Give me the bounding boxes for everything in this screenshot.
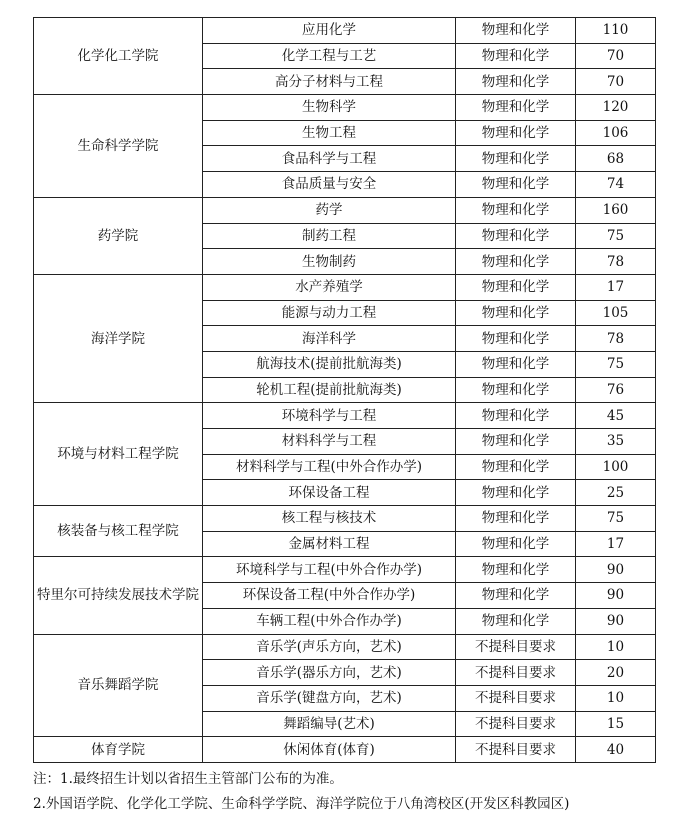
- college-cell: 体育学院: [34, 737, 203, 763]
- quota-cell: 10: [576, 685, 656, 711]
- major-cell: 药学: [203, 197, 456, 223]
- major-cell: 核工程与核技术: [203, 506, 456, 532]
- quota-cell: 40: [576, 737, 656, 763]
- subject-requirement-cell: 物理和化学: [456, 249, 576, 275]
- subject-requirement-cell: 物理和化学: [456, 300, 576, 326]
- major-cell: 环境科学与工程(中外合作办学): [203, 557, 456, 583]
- college-cell: 生命科学学院: [34, 95, 203, 198]
- major-cell: 高分子材料与工程: [203, 69, 456, 95]
- table-row: [34, 274, 656, 300]
- subject-requirement-cell: 不提科目要求: [456, 711, 576, 737]
- major-cell: 车辆工程(中外合作办学): [203, 608, 456, 634]
- major-cell: 材料科学与工程: [203, 429, 456, 455]
- major-cell: 水产养殖学: [203, 274, 456, 300]
- major-cell: 休闲体育(体育): [203, 737, 456, 763]
- major-cell: 化学工程与工艺: [203, 43, 456, 69]
- major-cell: 食品科学与工程: [203, 146, 456, 172]
- major-cell: 音乐学(器乐方向，艺术): [203, 660, 456, 686]
- subject-requirement-cell: 物理和化学: [456, 608, 576, 634]
- subject-requirement-cell: 物理和化学: [456, 531, 576, 557]
- quota-cell: 100: [576, 454, 656, 480]
- subject-requirement-cell: 物理和化学: [456, 403, 576, 429]
- college-cell: 核装备与核工程学院: [34, 506, 203, 557]
- subject-requirement-cell: 物理和化学: [456, 454, 576, 480]
- subject-requirement-cell: 物理和化学: [456, 480, 576, 506]
- major-cell: 应用化学: [203, 18, 456, 44]
- quota-cell: 90: [576, 557, 656, 583]
- quota-cell: 78: [576, 326, 656, 352]
- subject-requirement-cell: 不提科目要求: [456, 685, 576, 711]
- subject-requirement-cell: 物理和化学: [456, 120, 576, 146]
- quota-cell: 17: [576, 531, 656, 557]
- quota-cell: 70: [576, 69, 656, 95]
- major-cell: 音乐学(键盘方向，艺术): [203, 685, 456, 711]
- subject-requirement-cell: 物理和化学: [456, 146, 576, 172]
- quota-cell: 15: [576, 711, 656, 737]
- quota-cell: 25: [576, 480, 656, 506]
- quota-cell: 70: [576, 43, 656, 69]
- subject-requirement-cell: 不提科目要求: [456, 737, 576, 763]
- major-cell: 环保设备工程: [203, 480, 456, 506]
- quota-cell: 90: [576, 583, 656, 609]
- quota-cell: 68: [576, 146, 656, 172]
- quota-cell: 78: [576, 249, 656, 275]
- quota-cell: 105: [576, 300, 656, 326]
- quota-cell: 75: [576, 506, 656, 532]
- footnote-1: 注：1.最终招生计划以省招生主管部门公布的为准。: [33, 771, 343, 787]
- major-cell: 金属材料工程: [203, 531, 456, 557]
- quota-cell: 90: [576, 608, 656, 634]
- quota-cell: 20: [576, 660, 656, 686]
- subject-requirement-cell: 物理和化学: [456, 583, 576, 609]
- major-cell: 航海技术(提前批航海类): [203, 351, 456, 377]
- enrollment-plan-table: [33, 17, 656, 763]
- major-cell: 生物制药: [203, 249, 456, 275]
- college-cell: 化学化工学院: [34, 18, 203, 95]
- college-cell: 音乐舞蹈学院: [34, 634, 203, 737]
- subject-requirement-cell: 物理和化学: [456, 377, 576, 403]
- college-cell: 海洋学院: [34, 274, 203, 402]
- quota-cell: 160: [576, 197, 656, 223]
- major-cell: 音乐学(声乐方向，艺术): [203, 634, 456, 660]
- table-row: [34, 506, 656, 532]
- quota-cell: 10: [576, 634, 656, 660]
- footnote-2: 2.外国语学院、化学化工学院、生命科学学院、海洋学院位于八角湾校区(开发区科教园区): [33, 796, 570, 812]
- subject-requirement-cell: 物理和化学: [456, 557, 576, 583]
- table-row: [34, 197, 656, 223]
- quota-cell: 35: [576, 429, 656, 455]
- subject-requirement-cell: 物理和化学: [456, 351, 576, 377]
- table-row: [34, 634, 656, 660]
- subject-requirement-cell: 物理和化学: [456, 18, 576, 44]
- subject-requirement-cell: 物理和化学: [456, 326, 576, 352]
- quota-cell: 75: [576, 351, 656, 377]
- quota-cell: 74: [576, 172, 656, 198]
- subject-requirement-cell: 物理和化学: [456, 223, 576, 249]
- major-cell: 生物科学: [203, 95, 456, 121]
- major-cell: 能源与动力工程: [203, 300, 456, 326]
- quota-cell: 110: [576, 18, 656, 44]
- table-row: [34, 403, 656, 429]
- major-cell: 材料科学与工程(中外合作办学): [203, 454, 456, 480]
- table-row: [34, 95, 656, 121]
- table-row: [34, 737, 656, 763]
- quota-cell: 120: [576, 95, 656, 121]
- footnotes: [33, 767, 673, 817]
- subject-requirement-cell: 不提科目要求: [456, 660, 576, 686]
- table-row: [34, 18, 656, 44]
- subject-requirement-cell: 物理和化学: [456, 43, 576, 69]
- table-row: [34, 557, 656, 583]
- subject-requirement-cell: 物理和化学: [456, 172, 576, 198]
- major-cell: 食品质量与安全: [203, 172, 456, 198]
- major-cell: 环保设备工程(中外合作办学): [203, 583, 456, 609]
- major-cell: 生物工程: [203, 120, 456, 146]
- major-cell: 舞蹈编导(艺术): [203, 711, 456, 737]
- major-cell: 制药工程: [203, 223, 456, 249]
- college-cell: 特里尔可持续发展技术学院: [34, 557, 203, 634]
- table-body: [34, 18, 656, 763]
- subject-requirement-cell: 物理和化学: [456, 69, 576, 95]
- college-cell: 药学院: [34, 197, 203, 274]
- subject-requirement-cell: 物理和化学: [456, 506, 576, 532]
- quota-cell: 76: [576, 377, 656, 403]
- quota-cell: 75: [576, 223, 656, 249]
- college-cell: 环境与材料工程学院: [34, 403, 203, 506]
- major-cell: 环境科学与工程: [203, 403, 456, 429]
- subject-requirement-cell: 物理和化学: [456, 95, 576, 121]
- subject-requirement-cell: 物理和化学: [456, 274, 576, 300]
- quota-cell: 17: [576, 274, 656, 300]
- subject-requirement-cell: 物理和化学: [456, 429, 576, 455]
- major-cell: 海洋科学: [203, 326, 456, 352]
- quota-cell: 106: [576, 120, 656, 146]
- major-cell: 轮机工程(提前批航海类): [203, 377, 456, 403]
- subject-requirement-cell: 物理和化学: [456, 197, 576, 223]
- subject-requirement-cell: 不提科目要求: [456, 634, 576, 660]
- quota-cell: 45: [576, 403, 656, 429]
